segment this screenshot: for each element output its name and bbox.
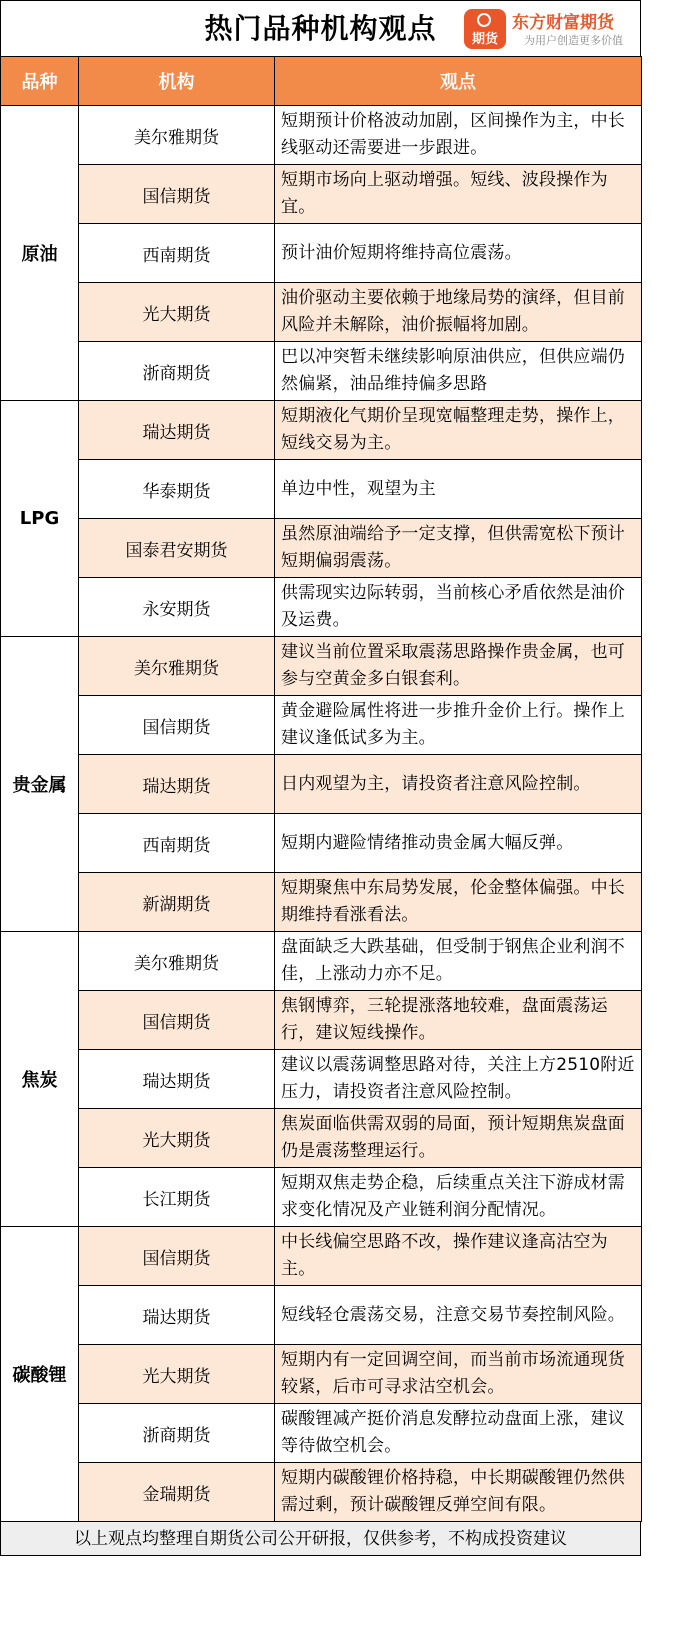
title-bar [0,0,641,56]
category-cell: 焦炭 [1,932,79,1227]
view-cell: 短期内碳酸锂价格持稳，中长期碳酸锂仍然供需过剩，预计碳酸锂反弹空间有限。 [275,1463,642,1522]
table-row [1,755,642,814]
opinion-table [0,56,642,1522]
table-row [1,1345,642,1404]
view-cell: 油价驱动主要依赖于地缘局势的演绎，但目前风险并未解除，油价振幅将加剧。 [275,283,642,342]
table-row [1,1168,642,1227]
view-cell: 单边中性，观望为主 [275,460,642,519]
table-row [1,519,642,578]
logo-badge-text: 期货 [471,32,498,47]
institution-cell: 国信期货 [79,1227,275,1286]
table-row [1,1463,642,1522]
institution-cell: 光大期货 [79,283,275,342]
category-cell: 原油 [1,106,79,401]
institution-cell: 国泰君安期货 [79,519,275,578]
table-row [1,106,642,165]
header-institution: 机构 [79,57,275,106]
logo-mark-icon [477,13,491,27]
view-cell: 建议以震荡调整思路对待，关注上方2510附近压力，请投资者注意风险控制。 [275,1050,642,1109]
institution-cell: 新湖期货 [79,873,275,932]
view-cell: 中长线偏空思路不改，操作建议逢高沽空为主。 [275,1227,642,1286]
view-cell: 建议当前位置采取震荡思路操作贵金属，也可参与空黄金多白银套利。 [275,637,642,696]
institution-cell: 瑞达期货 [79,1050,275,1109]
view-cell: 短期内避险情绪推动贵金属大幅反弹。 [275,814,642,873]
table-row [1,401,642,460]
logo-slogan: 为用户创造更多价值 [524,34,623,47]
category-cell: 碳酸锂 [1,1227,79,1522]
category-cell: 贵金属 [1,637,79,932]
view-cell: 盘面缺乏大跌基础，但受制于钢焦企业利润不佳，上涨动力亦不足。 [275,932,642,991]
table-row [1,460,642,519]
table-row [1,696,642,755]
table-row [1,873,642,932]
table-row [1,637,642,696]
view-cell: 供需现实边际转弱，当前核心矛盾依然是油价及运费。 [275,578,642,637]
view-cell: 短期聚焦中东局势发展，伦金整体偏强。中长期维持看涨看法。 [275,873,642,932]
view-cell: 焦炭面临供需双弱的局面，预计短期焦炭盘面仍是震荡整理运行。 [275,1109,642,1168]
institution-cell: 瑞达期货 [79,401,275,460]
institution-cell: 瑞达期货 [79,755,275,814]
category-cell: LPG [1,401,79,637]
page-title: 热门品种机构观点 [204,12,437,45]
institution-cell: 国信期货 [79,991,275,1050]
table-body [1,106,642,1522]
institution-cell: 光大期货 [79,1345,275,1404]
view-cell: 短期液化气期价呈现宽幅整理走势，操作上，短线交易为主。 [275,401,642,460]
institution-cell: 浙商期货 [79,342,275,401]
header-category: 品种 [1,57,79,106]
institution-cell: 美尔雅期货 [79,637,275,696]
table-row [1,991,642,1050]
institution-cell: 瑞达期货 [79,1286,275,1345]
institution-cell: 美尔雅期货 [79,106,275,165]
view-cell: 焦钢博弈，三轮提涨落地较难，盘面震荡运行，建议短线操作。 [275,991,642,1050]
logo-badge [464,9,506,49]
disclaimer-footer: 以上观点均整理自期货公司公开研报，仅供参考，不构成投资建议 [0,1522,641,1556]
view-cell: 短线轻仓震荡交易，注意交易节奏控制风险。 [275,1286,642,1345]
institution-cell: 金瑞期货 [79,1463,275,1522]
view-cell: 短期内有一定回调空间，而当前市场流通现货较紧，后市可寻求沽空机会。 [275,1345,642,1404]
institution-cell: 光大期货 [79,1109,275,1168]
table-row [1,224,642,283]
institution-cell: 西南期货 [79,814,275,873]
institution-cell: 美尔雅期货 [79,932,275,991]
table-row [1,1286,642,1345]
institution-cell: 华泰期货 [79,460,275,519]
logo-name: 东方财富期货 [512,13,614,33]
header-view: 观点 [275,57,642,106]
institution-cell: 西南期货 [79,224,275,283]
view-cell: 日内观望为主，请投资者注意风险控制。 [275,755,642,814]
table-row [1,165,642,224]
table-row [1,1050,642,1109]
view-cell: 短期双焦走势企稳，后续重点关注下游成材需求变化情况及产业链利润分配情况。 [275,1168,642,1227]
table-row [1,342,642,401]
view-cell: 巴以冲突暂未继续影响原油供应，但供应端仍然偏紧，油品维持偏多思路 [275,342,642,401]
brand-logo [464,6,634,52]
view-cell: 预计油价短期将维持高位震荡。 [275,224,642,283]
table-row [1,1109,642,1168]
view-cell: 黄金避险属性将进一步推升金价上行。操作上建议逢低试多为主。 [275,696,642,755]
institution-cell: 永安期货 [79,578,275,637]
view-cell: 短期市场向上驱动增强。短线、波段操作为宜。 [275,165,642,224]
view-cell: 虽然原油端给予一定支撑，但供需宽松下预计短期偏弱震荡。 [275,519,642,578]
table-row [1,1227,642,1286]
table-header-row [1,57,642,106]
institution-cell: 国信期货 [79,696,275,755]
table-row [1,578,642,637]
institution-cell: 国信期货 [79,165,275,224]
institution-cell: 长江期货 [79,1168,275,1227]
view-cell: 短期预计价格波动加剧，区间操作为主，中长线驱动还需要进一步跟进。 [275,106,642,165]
table-row [1,283,642,342]
table-row [1,814,642,873]
table-row [1,932,642,991]
institution-cell: 浙商期货 [79,1404,275,1463]
table-row [1,1404,642,1463]
view-cell: 碳酸锂减产挺价消息发酵拉动盘面上涨，建议等待做空机会。 [275,1404,642,1463]
